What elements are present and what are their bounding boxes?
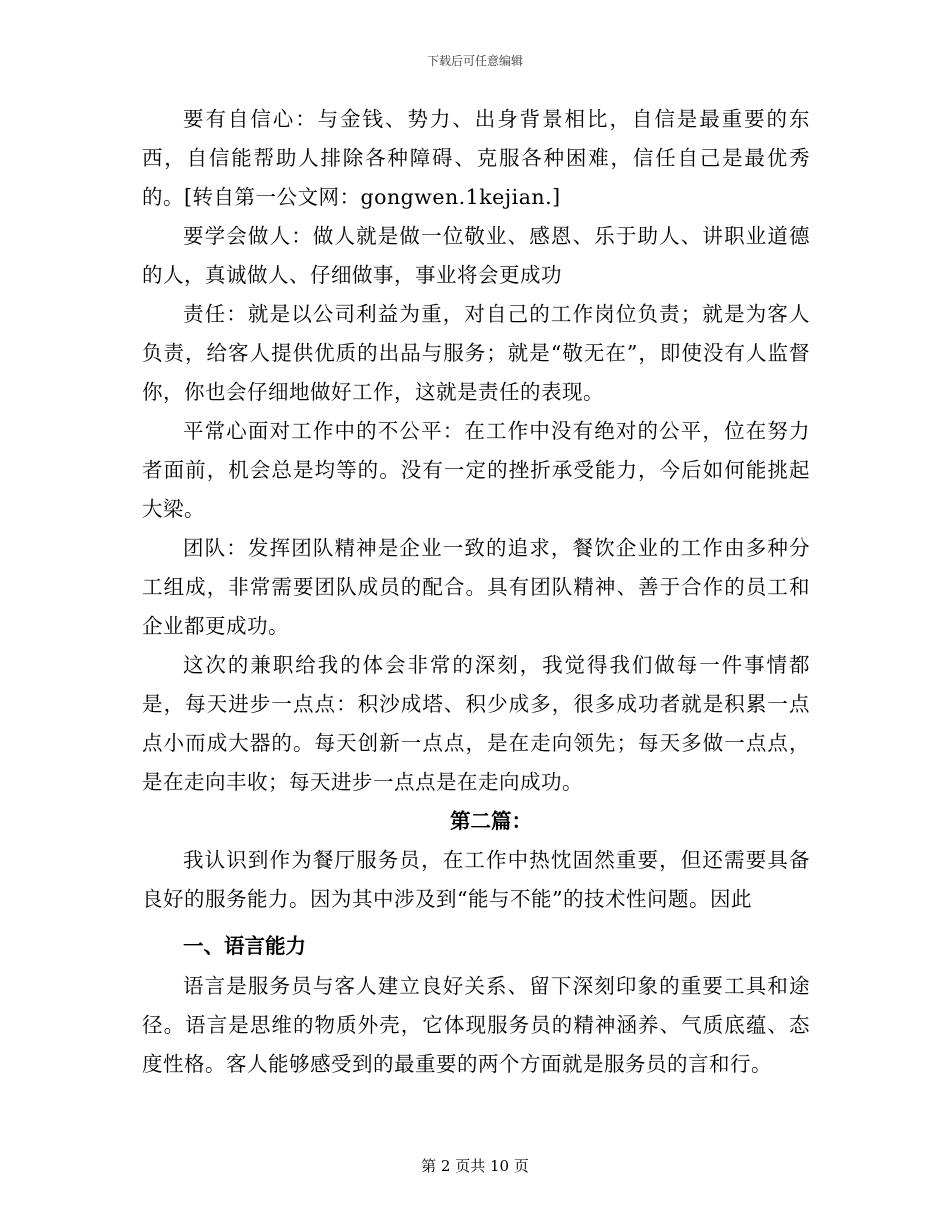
paragraph-intro: 我认识到作为餐厅服务员，在工作中热忱固然重要，但还需要具备良好的服务能力。因为其中涉及到“能与不能”的技术性问题。因此 bbox=[142, 848, 810, 911]
section-title: 第二篇： bbox=[450, 809, 532, 833]
page-header: 下载后可任意编辑 bbox=[426, 54, 523, 68]
paragraph-reflection: 这次的兼职给我的体会非常的深刻，我觉得我们做每一件事情都是，每天进步一点点：积沙成塔、积少成多，很多成功者就是积累一点点小而成大器的。每天创新一点点，是在走向领先；每天多做一点点，是在走向丰收；每天进步一点点是在走向成功。 bbox=[142, 653, 810, 794]
paragraph-language: 语言是服务员与客人建立良好关系、留下深刻印象的重要工具和途径。语言是思维的物质外壳，它体现服务员的精神涵养、气质底蕴、态度性格。客人能够感受到的最重要的两个方面就是服务员的言和行。 bbox=[142, 974, 810, 1076]
paragraph-fairness: 平常心面对工作中的不公平：在工作中没有绝对的公平，位在努力者面前，机会总是均等的。没有一定的挫折承受能力，今后如何能挑起大梁。 bbox=[142, 419, 810, 521]
document-body bbox=[142, 100, 810, 1084]
paragraph-self-confidence: 要有自信心：与金钱、势力、出身背景相比，自信是最重要的东西，自信能帮助人排除各种障碍、克服各种困难，信任自己是最优秀的。[转自第一公文网：gongwen.1kejian.] bbox=[142, 107, 810, 209]
sub-heading-language: 一、语言能力 bbox=[183, 934, 306, 958]
paragraph-responsibility: 责任：就是以公司利益为重，对自己的工作岗位负责；就是为客人负责，给客人提供优质的出品与服务；就是“敬无在”，即使没有人监督你，你也会仔细地做好工作，这就是责任的表现。 bbox=[142, 302, 810, 404]
paragraph-conduct: 要学会做人：做人就是做一位敬业、感恩、乐于助人、讲职业道德的人，真诚做人、仔细做事，事业将会更成功 bbox=[142, 224, 810, 287]
paragraph-teamwork: 团队：发挥团队精神是企业一致的追求，餐饮企业的工作由多种分工组成，非常需要团队成员的配合。具有团队精神、善于合作的员工和企业都更成功。 bbox=[142, 536, 810, 638]
page-footer: 第 2 页共 10 页 bbox=[421, 1157, 529, 1175]
